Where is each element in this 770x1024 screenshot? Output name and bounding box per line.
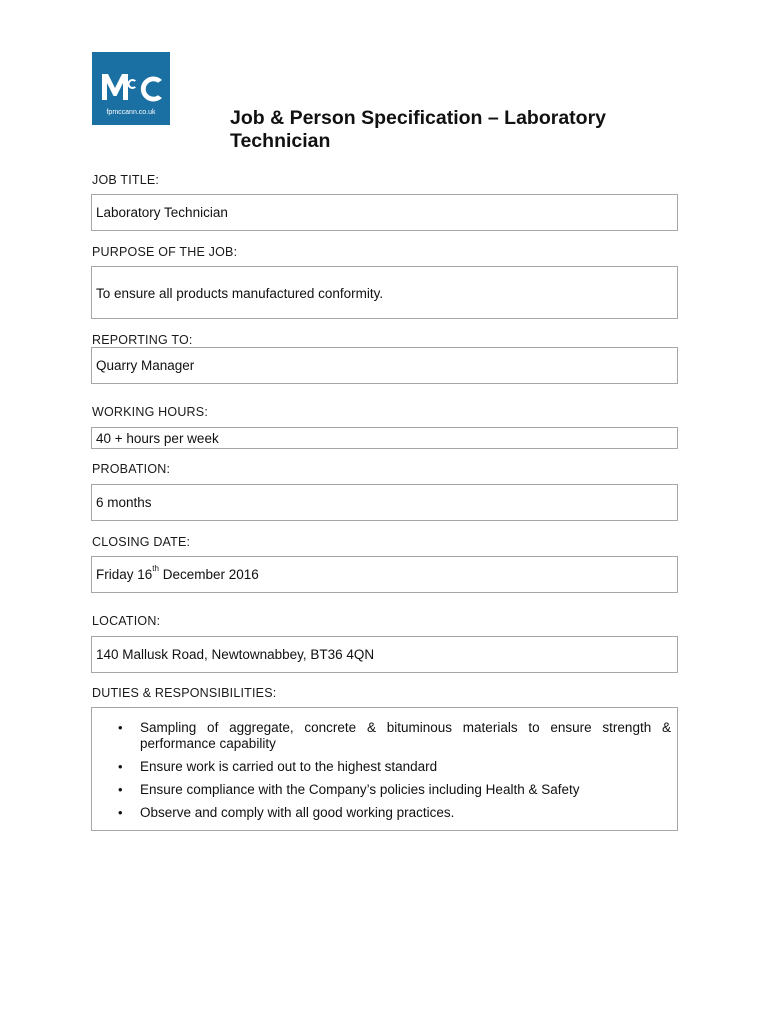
logo-website-text: fpmccann.co.uk: [106, 109, 156, 116]
location-label: LOCATION:: [92, 614, 161, 628]
duty-item: [92, 805, 671, 821]
purpose-label: PURPOSE OF THE JOB:: [92, 245, 238, 259]
job-title-label: JOB TITLE:: [92, 173, 160, 187]
closing-date-ordinal: th: [152, 563, 159, 573]
closing-date-month-year: December 2016: [158, 567, 259, 582]
reporting-to-field: [91, 347, 678, 384]
duty-item: [92, 759, 671, 775]
probation-label: PROBATION:: [92, 462, 171, 476]
working-hours-value: 40 + hours per week: [96, 430, 219, 446]
duty-item: [92, 720, 671, 752]
bullet-icon: •: [118, 782, 123, 797]
closing-date-field: [91, 556, 678, 593]
closing-date-label: CLOSING DATE:: [92, 535, 191, 549]
closing-date-day: Friday 16: [96, 567, 153, 582]
purpose-value: To ensure all products manufactured conformity.: [96, 286, 384, 301]
duty-text: Sampling of aggregate, concrete & bituminous materials to ensure strength & performance capability: [140, 720, 671, 751]
job-title-field: [91, 194, 678, 231]
reporting-to-label: REPORTING TO:: [92, 333, 193, 347]
bullet-icon: •: [118, 720, 123, 735]
probation-field: [91, 484, 678, 521]
duties-list: [91, 707, 678, 831]
bullet-icon: •: [118, 805, 123, 820]
job-title-value: Laboratory Technician: [96, 205, 228, 220]
duty-text: Ensure work is carried out to the highest standard: [140, 759, 438, 774]
probation-value: 6 months: [96, 495, 152, 510]
location-field: [91, 636, 678, 673]
document-title: Job & Person Specification – Laboratory Technician: [230, 107, 607, 152]
duty-item: [92, 782, 671, 798]
company-logo: [92, 52, 170, 125]
bullet-icon: •: [118, 759, 123, 774]
working-hours-field: [91, 427, 678, 449]
working-hours-label: WORKING HOURS:: [92, 405, 208, 419]
duty-text: Ensure compliance with the Company’s policies including Health & Safety: [140, 782, 580, 797]
duty-text: Observe and comply with all good working practices.: [140, 805, 455, 820]
duties-label: DUTIES & RESPONSIBILITIES:: [92, 686, 277, 700]
location-value: 140 Mallusk Road, Newtownabbey, BT36 4QN: [96, 647, 375, 662]
closing-date-value: [96, 563, 259, 582]
purpose-field: [91, 266, 678, 319]
reporting-to-value: Quarry Manager: [96, 358, 195, 373]
